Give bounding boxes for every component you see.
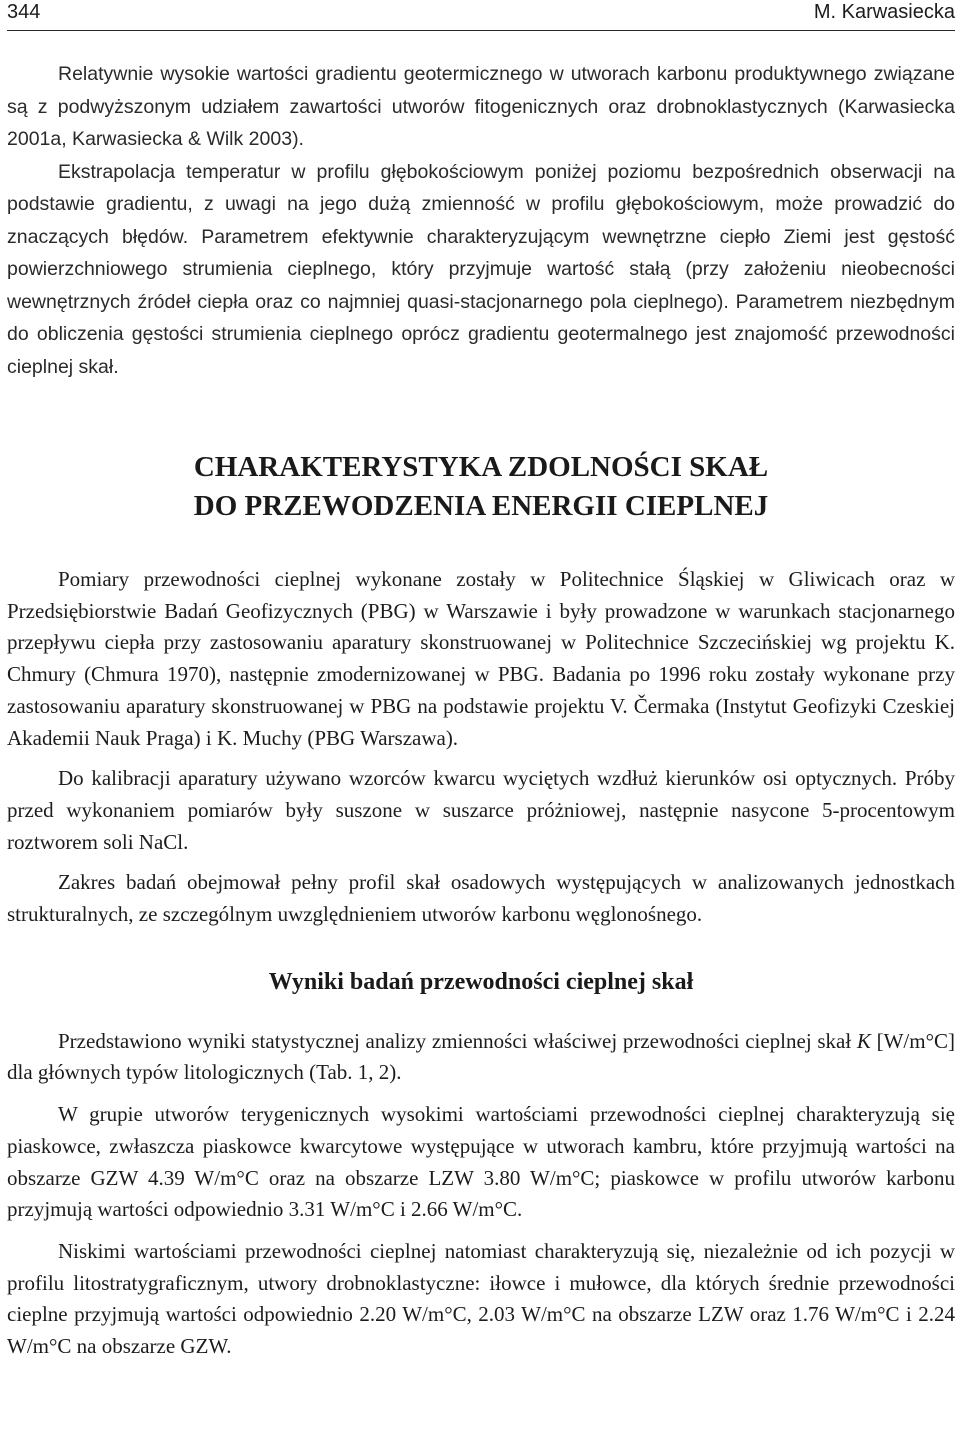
paragraph: W grupie utworów terygenicznych wysokimi wartościami przewodności cieplnej charakteryzują się piaskowce, zwłaszcza piaskowce kwarcytowe występujące w utworach kambru, które przyjmują wartości na obszarze GZW 4.39 W/m°C oraz na obszarze LZW 3.80 W/m°C; piaskowce w profilu utworów karbonu przyjmują wartości odpowiednio 3.31 W/m°C i 2.66 W/m°C. [7,1102,955,1222]
section-heading-line: CHARAKTERYSTYKA ZDOLNOŚCI SKAŁ [193,451,769,483]
paragraph: Do kalibracji aparatury używano wzorców kwarcu wyciętych wzdłuż kierunków osi optycznych. Próby przed wykonaniem pomiarów były suszone w suszarce próżniowej, następnie nasycone 5-procentowym roztworem soli NaCl. [7,766,955,854]
section-heading-line: DO PRZEWODZENIA ENERGII CIEPLNEJ [193,490,769,522]
conductivity-symbol: K [856,1028,871,1053]
text-run: Przedstawiono wyniki statystycznej analizy zmienności właściwej przewodności cieplnej skał [58,1028,857,1053]
paragraph: Pomiary przewodności cieplnej wykonane zostały w Politechnice Śląskiej w Gliwicach oraz w Przedsiębiorstwie Badań Geofizycznych (PBG) w Warszawie i były prowadzone w warunkach stacjonarnego przepływu ciepła przy zastosowaniu aparatury skonstruowanej w Politechnice Szczecińskiej wg projektu K. Chmury (Chmura 1970), następnie zmodernizowanej w PBG. Badania po 1996 roku zostały wykonane przy zastosowaniu aparatury skonstruowanej w PBG na podstawie projektu V. Čermaka (Instytut Geofizyki Czeskiej Akademii Nauk Praga) i K. Muchy (PBG Warszawa). [7,567,955,750]
running-head-author: M. Karwasiecka [813,1,955,23]
subsection-body [7,1026,955,1363]
running-head [7,0,955,31]
section-heading [7,448,955,526]
paragraph: Zakres badań obejmował pełny profil skał osadowych występujących w analizowanych jednostkach strukturalnych, ze szczególnym uwzględnieniem utworów karbonu węglonośnego. [7,870,955,927]
section-body [7,564,955,931]
text-run: [W/m°C] dla głównych typów litologicznych (Tab. 1, 2). [7,1028,955,1085]
subsection-heading: Wyniki badań przewodności cieplnej skał [268,968,694,995]
page-number: 344 [7,1,41,23]
paragraph: Niskimi wartościami przewodności cieplnej natomiast charakteryzują się, niezależnie od ich pozycji w profilu litostratygraficznym, utwory drobnoklastyczne: iłowce i mułowce, dla których średnie przewodności cieplne przyjmują wartości odpowiednio 2.20 W/m°C, 2.03 W/m°C na obszarze LZW oraz 1.76 W/m°C i 2.24 W/m°C na obszarze GZW. [7,1238,955,1359]
paragraph: Relatywnie wysokie wartości gradientu geotermicznego w utworach karbonu produktywnego związane są z podwyższonym udziałem zawartości utworów fitogenicznych oraz drobnoklastycznych (Karwasiecka 2001a, Karwasiecka & Wilk 2003). [7,63,955,150]
paragraph [7,1026,955,1089]
page [7,0,955,1363]
paragraph: Ekstrapolacja temperatur w profilu głębokościowym poniżej poziomu bezpośrednich obserwacji na podstawie gradientu, z uwagi na jego dużą zmienność w profilu głębokościowym, może prowadzić do znaczących błędów. Parametrem efektywnie charakteryzującym wewnętrzne ciepło Ziemi jest gęstość powierzchniowego strumienia cieplnego, który przyjmuje wartość stałą (przy założeniu nieobecności wewnętrznych źródeł ciepła oraz co najmniej quasi-stacjonarnego pola cieplnego). Parametrem niezbędnym do obliczenia gęstości strumienia cieplnego oprócz gradientu geotermalnego jest znajomość przewodności cieplnej skał. [7,160,955,378]
intro-text [7,58,955,383]
